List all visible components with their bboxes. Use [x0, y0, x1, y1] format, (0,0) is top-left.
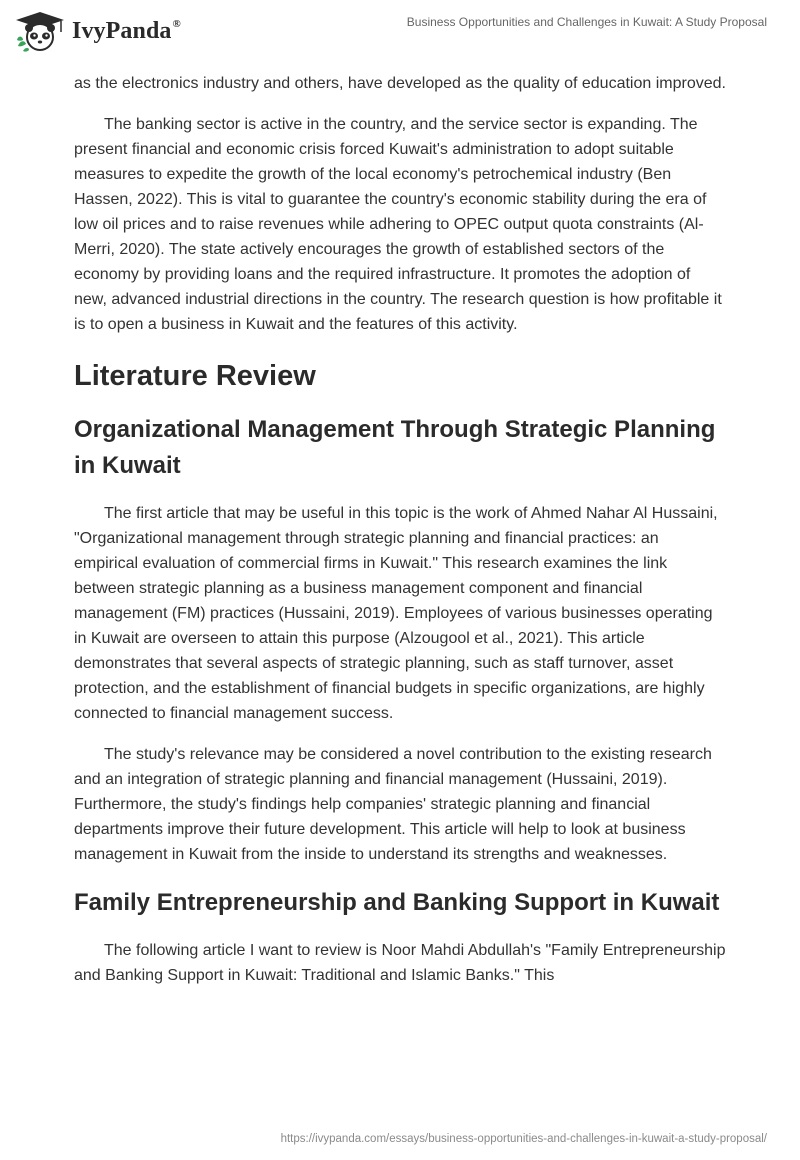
document-title: Business Opportunities and Challenges in Kuwait: A Study Proposal	[406, 15, 767, 29]
paragraph-following-article: The following article I want to review is Noor Mahdi Abdullah's "Family Entrepreneurship and Banking Support in Kuwait: Traditional and Islamic Banks." This	[74, 942, 726, 984]
logo[interactable]	[14, 10, 181, 52]
paragraph-banking: The banking sector is active in the country, and the service sector is expanding. The present financial and economic crisis forced Kuwait's administration to adopt suitable measures to expedite the growth of the local economy's petrochemical industry (Ben Hassen, 2022). This is vital to guarantee the country's economic stability during the era of low oil prices and to raise revenues while adhering to OPEC output quota constraints (Al-Merri, 2020). The state actively encourages the growth of established sectors of the economy by providing loans and the required infrastructure. It promotes the adoption of new, advanced industrial directions in the country. The research question is how profitable it is to open a business in Kuwait and the features of this activity.	[74, 116, 722, 333]
brand-name: IvyPanda®	[72, 17, 181, 44]
panda-graduation-icon	[14, 10, 66, 52]
source-url[interactable]: https://ivypanda.com/essays/business-opportunities-and-challenges-in-kuwait-a-study-proposal/	[280, 1133, 767, 1145]
heading-family-entrepreneurship: Family Entrepreneurship and Banking Support in Kuwait	[74, 889, 720, 916]
article-body	[74, 71, 726, 1004]
heading-organizational-management: Organizational Management Through Strategic Planning in Kuwait	[74, 416, 716, 479]
paragraph-first-article: The first article that may be useful in this topic is the work of Ahmed Nahar Al Hussaini, "Organizational management through strategic planning and financial practices: an empirical evaluation of commercial firms in Kuwait." This research examines the link between strategic planning as a business management component and financial management (FM) practices (Hussaini, 2019). Employees of various businesses operating in Kuwait are overseen to attain this purpose (Alzougool et al., 2021). This article demonstrates that several aspects of strategic planning, such as staff turnover, asset protection, and the establishment of financial budgets in specific organizations, are highly connected to financial management success.	[74, 505, 718, 722]
page-header	[0, 0, 800, 64]
paragraph-relevance: The study's relevance may be considered a novel contribution to the existing research and an integration of strategic planning and financial management (Hussaini, 2019). Furthermore, the study's findings help companies' strategic planning and financial departments improve their future development. This article will help to look at business management in Kuwait from the inside to understand its strengths and weaknesses.	[74, 746, 712, 863]
paragraph-intro: as the electronics industry and others, have developed as the quality of education improved.	[74, 75, 726, 92]
heading-literature-review: Literature Review	[74, 360, 316, 392]
